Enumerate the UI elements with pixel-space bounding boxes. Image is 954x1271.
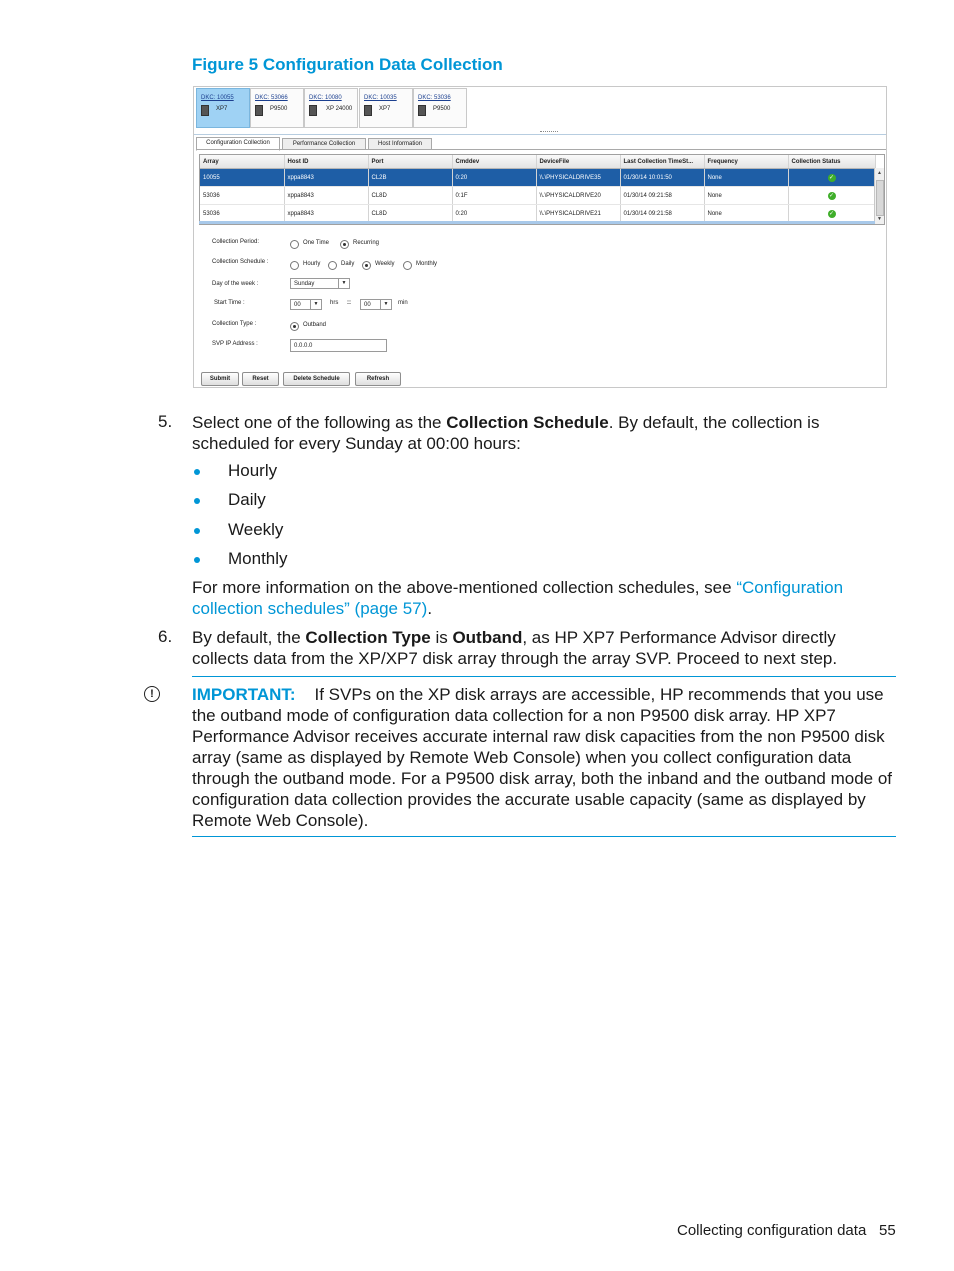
cell: 53036 <box>200 205 284 223</box>
bullet-icon <box>194 469 200 475</box>
check-circle-icon: ✓ <box>828 192 835 199</box>
cell: 01/30/14 10:01:50 <box>620 169 704 187</box>
cell: 10055 <box>200 169 284 187</box>
important-note <box>192 684 898 831</box>
chevron-down-icon[interactable]: ▼ <box>380 300 391 309</box>
dkc-model: XP7 <box>379 106 391 112</box>
step-5-text <box>192 412 896 454</box>
radio-hourly[interactable] <box>290 261 299 270</box>
emphasis: Outband <box>452 628 523 647</box>
time-separator: :: <box>347 300 351 306</box>
dkc-id-link[interactable]: DKC: 10055 <box>201 95 234 101</box>
more-info-text <box>192 577 902 619</box>
dkc-tile[interactable] <box>413 88 467 128</box>
cell: xppa8843 <box>284 205 368 223</box>
collection-schedule-label: Collection Schedule : <box>212 259 269 265</box>
splitter-line <box>194 134 886 135</box>
cell: None <box>704 187 788 205</box>
radio-monthly-label: Monthly <box>416 261 438 267</box>
dkc-tile[interactable] <box>304 88 358 128</box>
text-run: . By default, the collection is scheduled for every Sunday at 00:00 hours: <box>192 413 820 453</box>
hours-value: 00 <box>294 302 301 308</box>
column-header[interactable]: Frequency <box>704 155 788 169</box>
cell <box>788 187 875 205</box>
cell <box>788 205 875 223</box>
important-label: IMPORTANT: <box>192 685 296 704</box>
dkc-id-link[interactable]: DKC: 10035 <box>364 95 397 101</box>
cell: 01/30/14 09:21:58 <box>620 205 704 223</box>
dkc-tile[interactable] <box>250 88 304 128</box>
step-number: 5. <box>158 412 173 431</box>
scroll-thumb[interactable] <box>876 180 884 216</box>
day-of-week-label: Day of the week : <box>212 281 259 287</box>
cell: xppa8843 <box>284 187 368 205</box>
scroll-down-icon[interactable]: ▼ <box>877 216 882 222</box>
radio-daily[interactable] <box>328 261 337 270</box>
day-of-week-value: Sunday <box>294 281 315 287</box>
tab-performance-collection[interactable]: Performance Collection <box>282 138 366 150</box>
horizontal-scrollbar[interactable] <box>199 221 875 224</box>
text-run: By default, the <box>192 628 306 647</box>
collection-type-label: Collection Type : <box>212 321 257 327</box>
step-6-text <box>192 627 882 669</box>
splitter-handle[interactable] <box>540 131 558 132</box>
svp-ip-label: SVP IP Address : <box>212 341 258 347</box>
check-circle-icon: ✓ <box>828 210 835 217</box>
text-run: Select one of the following as the <box>192 413 447 432</box>
collection-table <box>199 154 885 225</box>
cell: None <box>704 205 788 223</box>
radio-one-time-label: One Time <box>303 240 330 246</box>
text-run: For more information on the above-mentioned collection schedules, see <box>192 578 737 597</box>
exclamation-circle-icon: ! <box>144 686 160 702</box>
chevron-down-icon[interactable]: ▼ <box>310 300 321 309</box>
disk-array-icon <box>309 105 317 116</box>
step-number: 6. <box>158 627 173 646</box>
table-row[interactable] <box>200 169 875 187</box>
dkc-model: XP7 <box>216 106 228 112</box>
dkc-tile[interactable] <box>196 88 250 128</box>
cell: CL8D <box>368 205 452 223</box>
radio-outband[interactable] <box>290 322 299 331</box>
cell: 0:20 <box>452 205 536 223</box>
bullet-icon <box>194 528 200 534</box>
bullet-icon <box>194 557 200 563</box>
bullet-item: Daily <box>228 490 266 509</box>
minutes-value: 00 <box>364 302 371 308</box>
radio-outband-label: Outband <box>303 322 327 328</box>
cell <box>788 169 875 187</box>
bullet-icon <box>194 498 200 504</box>
disk-array-icon <box>201 105 209 116</box>
cell: CL2B <box>368 169 452 187</box>
cell: 0:20 <box>452 169 536 187</box>
cell: 01/30/14 09:21:58 <box>620 187 704 205</box>
bullet-item: Monthly <box>228 549 288 568</box>
submit-button[interactable]: Submit <box>201 372 239 386</box>
bullet-item: Hourly <box>228 461 278 480</box>
hours-select[interactable] <box>290 299 322 310</box>
radio-monthly[interactable] <box>403 261 412 270</box>
tab-underline <box>196 149 886 150</box>
table-header-row <box>200 155 875 169</box>
note-top-rule <box>192 676 896 677</box>
emphasis: Collection Schedule <box>446 413 609 432</box>
dkc-tile[interactable] <box>359 88 413 128</box>
scroll-up-icon[interactable]: ▲ <box>877 170 882 176</box>
column-header[interactable]: Cmddev <box>452 155 536 169</box>
table-scrollbar[interactable] <box>874 168 884 224</box>
disk-array-icon <box>255 105 263 116</box>
svp-ip-input[interactable]: 0.0.0.0 <box>290 339 387 352</box>
cell: \\.\PHYSICALDRIVE20 <box>536 187 620 205</box>
minutes-select[interactable] <box>360 299 392 310</box>
refresh-button[interactable]: Refresh <box>355 372 401 386</box>
footer-section: Collecting configuration data <box>677 1222 867 1239</box>
delete-schedule-button[interactable]: Delete Schedule <box>283 372 350 386</box>
cell: CL8D <box>368 187 452 205</box>
note-bottom-rule <box>192 836 896 837</box>
dkc-model: XP 24000 <box>326 106 353 112</box>
figure-caption: Figure 5 Configuration Data Collection <box>192 55 503 74</box>
min-label: min <box>398 300 408 306</box>
column-header[interactable]: Last Collection TimeSt... <box>620 155 704 169</box>
cell: 0:1F <box>452 187 536 205</box>
column-header[interactable]: DeviceFile <box>536 155 620 169</box>
column-header[interactable]: Collection Status <box>788 155 875 169</box>
emphasis: Collection Type <box>305 628 431 647</box>
cell: None <box>704 169 788 187</box>
tab-configuration-collection[interactable]: Configuration Collection <box>196 137 280 151</box>
radio-recurring-label: Recurring <box>353 240 380 246</box>
hrs-label: hrs <box>330 300 339 306</box>
disk-array-icon <box>418 105 426 116</box>
day-of-week-select[interactable] <box>290 278 350 289</box>
dkc-id-link[interactable]: DKC: 53066 <box>255 95 288 101</box>
radio-hourly-label: Hourly <box>303 261 321 267</box>
check-circle-icon: ✓ <box>828 174 835 181</box>
page-number: 55 <box>879 1222 896 1239</box>
table-row[interactable] <box>200 205 875 223</box>
table-row[interactable] <box>200 187 875 205</box>
dkc-id-link[interactable]: DKC: 53036 <box>418 95 451 101</box>
chevron-down-icon[interactable]: ▼ <box>338 279 349 288</box>
dkc-model: P9500 <box>270 106 288 112</box>
radio-one-time[interactable] <box>290 240 299 249</box>
reset-button[interactable]: Reset <box>242 372 279 386</box>
radio-weekly[interactable] <box>362 261 371 270</box>
radio-recurring[interactable] <box>340 240 349 249</box>
disk-array-icon <box>364 105 372 116</box>
dkc-id-link[interactable]: DKC: 10080 <box>309 95 342 101</box>
cell: xppa8843 <box>284 169 368 187</box>
schedules-link[interactable]: “Configuration collection schedules” (page 57) <box>192 578 844 618</box>
column-header[interactable]: Port <box>368 155 452 169</box>
radio-daily-label: Daily <box>341 261 355 267</box>
dkc-model: P9500 <box>433 106 451 112</box>
tab-host-information[interactable]: Host Information <box>368 138 432 150</box>
dkc-strip <box>194 87 886 129</box>
column-header[interactable]: Host ID <box>284 155 368 169</box>
cell: 53036 <box>200 187 284 205</box>
radio-weekly-label: Weekly <box>375 261 395 267</box>
cell: \\.\PHYSICALDRIVE35 <box>536 169 620 187</box>
start-time-label: Start Time : <box>214 300 245 306</box>
text-run: , as HP XP7 Performance Advisor directly collects data from the XP/XP7 disk array through the array SVP. Proceed to next step. <box>192 628 838 668</box>
important-text: If SVPs on the XP disk arrays are accessible, HP recommends that you use the outband mode of configuration data collection for a non P9500 disk array. HP XP7 Performance Advisor receives accurate internal raw disk capacities from the non P9500 disk array (same as displayed by Remote Web Console) when you collect configuration data through the outband mode. For a P9500 disk array, both the inband and the outband mode of configuration data collection provides the accurate usable capacity (same as displayed by Remote Web Console). <box>192 685 893 830</box>
collection-period-label: Collection Period: <box>212 239 260 245</box>
cell: \\.\PHYSICALDRIVE21 <box>536 205 620 223</box>
configuration-screenshot <box>193 86 887 388</box>
bullet-item: Weekly <box>228 520 284 539</box>
text-run: . <box>427 599 433 618</box>
column-header[interactable]: Array <box>200 155 284 169</box>
text-run: is <box>430 628 453 647</box>
